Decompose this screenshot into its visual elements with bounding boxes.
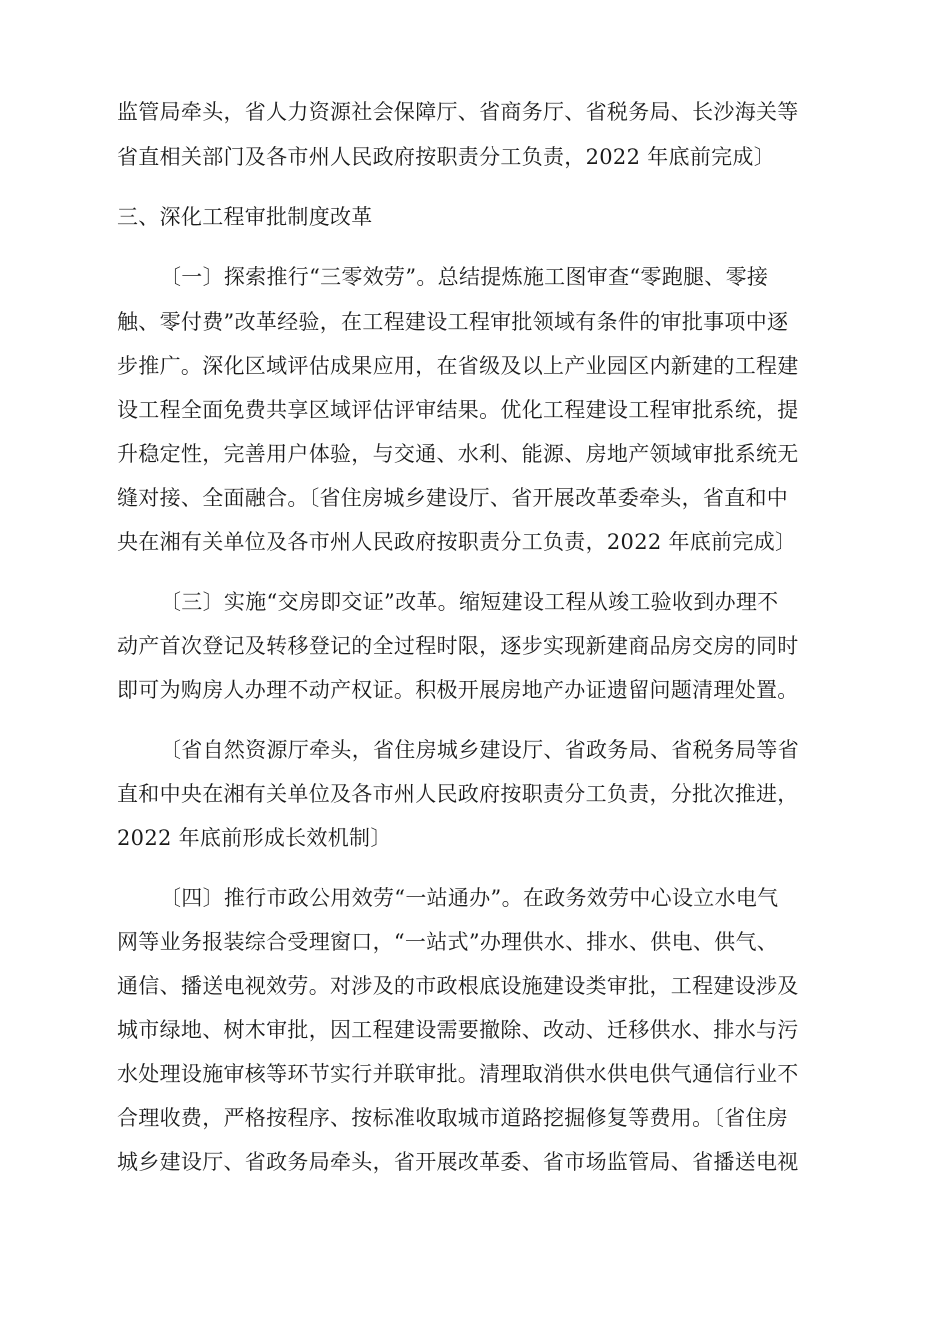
text-line: 合理收费，严格按程序、按标准收取城市道路挖掘修复等费用。〔省住房	[117, 1106, 789, 1130]
paragraph-first-line: 〔三〕实施“交房即交证”改革。缩短建设工程从竣工验收到办理不	[160, 590, 779, 614]
text-line: 2022 年底前形成长效机制〕	[117, 826, 392, 850]
text-line: 设工程全面免费共享区域评估评审结果。优化工程建设工程审批系统，提	[117, 398, 799, 422]
text-line: 通信、播送电视效劳。对涉及的市政根底设施建设类审批，工程建设涉及	[117, 974, 799, 998]
paragraph-first-line: 〔省自然资源厅牵头，省住房城乡建设厅、省政务局、省税务局等省	[160, 738, 799, 762]
text-line: 步推广。深化区域评估成果应用，在省级及以上产业园区内新建的工程建	[117, 354, 799, 378]
text-line: 升稳定性，完善用户体验，与交通、水利、能源、房地产领域审批系统无	[117, 442, 799, 466]
text-line: 省直相关部门及各市州人民政府按职责分工负责，2022 年底前完成〕	[117, 145, 776, 169]
text-line: 触、零付费”改革经验，在工程建设工程审批领域有条件的审批事项中逐	[117, 310, 789, 334]
text-line: 网等业务报装综合受理窗口，“一站式”办理供水、排水、供电、供气、	[117, 930, 779, 954]
paragraph-first-line: 〔一〕探索推行“三零效劳”。总结提炼施工图审查“零跑腿、零接	[160, 265, 769, 289]
text-line: 水处理设施审核等环节实行并联审批。清理取消供水供电供气通信行业不	[117, 1062, 799, 1086]
text-line: 城市绿地、树木审批，因工程建设需要撤除、改动、迁移供水、排水与污	[117, 1018, 799, 1042]
text-line: 直和中央在湘有关单位及各市州人民政府按职责分工负责，分批次推进，	[117, 782, 799, 806]
section-heading: 三、深化工程审批制度改革	[117, 205, 373, 229]
text-line: 城乡建设厅、省政务局牵头，省开展改革委、省市场监管局、省播送电视	[117, 1150, 799, 1174]
text-line: 即可为购房人办理不动产权证。积极开展房地产办证遗留问题清理处置。	[117, 678, 799, 702]
text-line: 监管局牵头，省人力资源社会保障厅、省商务厅、省税务局、长沙海关等	[117, 100, 799, 124]
paragraph-first-line: 〔四〕推行市政公用效劳“一站通办”。在政务效劳中心设立水电气	[160, 886, 779, 910]
text-line: 动产首次登记及转移登记的全过程时限，逐步实现新建商品房交房的同时	[117, 634, 799, 658]
text-line: 缝对接、全面融合。〔省住房城乡建设厅、省开展改革委牵头，省直和中	[117, 486, 789, 510]
text-line: 央在湘有关单位及各市州人民政府按职责分工负责，2022 年底前完成〕	[117, 530, 797, 554]
